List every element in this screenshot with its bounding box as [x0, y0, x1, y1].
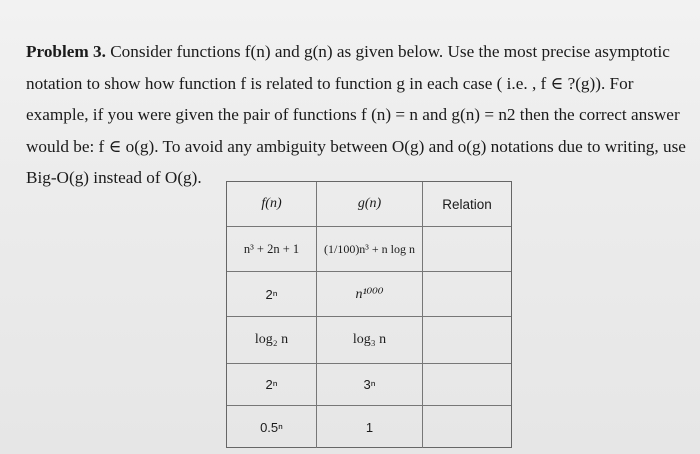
cell-g: log₃ n: [317, 317, 423, 363]
table-header-row: [227, 182, 511, 227]
relation-table: [226, 181, 512, 448]
problem-line-3: example, if you were given the pair of functions f (n) = n and g(n) = n2 then the correct answer: [26, 105, 680, 124]
header-relation: Relation: [442, 196, 492, 212]
cell-g: (1/100)n³ + n log n: [317, 227, 423, 271]
cell-f: 2ⁿ: [227, 272, 317, 316]
cell-relation[interactable]: [423, 364, 511, 405]
header-f: f(n): [227, 182, 317, 226]
cell-f: n³ + 2n + 1: [227, 227, 317, 271]
header-g: g(n): [317, 182, 423, 226]
table-row: [227, 272, 511, 317]
cell-relation[interactable]: [423, 227, 511, 271]
cell-relation[interactable]: [423, 272, 511, 316]
table-row: [227, 406, 511, 448]
cell-relation[interactable]: [423, 317, 511, 363]
cell-f: 0.5ⁿ: [227, 406, 317, 448]
problem-statement: [26, 36, 696, 194]
problem-line-1: [26, 36, 696, 68]
cell-g: n¹⁰⁰⁰: [317, 272, 423, 316]
problem-line-5: Big-O(g) instead of O(g).: [26, 168, 202, 187]
problem-line-2: notation to show how function f is related to function g in each case ( i.e. , f ∈ ?(g)). For: [26, 73, 634, 93]
table-row: [227, 317, 511, 364]
cell-g: 1: [317, 406, 423, 448]
cell-g: 3ⁿ: [317, 364, 423, 405]
cell-f: log₂ n: [227, 317, 317, 363]
table-row: [227, 227, 511, 272]
problem-label: Problem 3.: [26, 42, 106, 61]
table-row: [227, 364, 511, 406]
cell-f: 2ⁿ: [227, 364, 317, 405]
problem-line-1-text: Consider functions f(n) and g(n) as given below. Use the most precise asymptotic: [110, 42, 670, 61]
problem-line-4: would be: f ∈ o(g). To avoid any ambiguity between O(g) and o(g) notations due to writing, use: [26, 136, 686, 156]
cell-relation[interactable]: [423, 406, 511, 448]
